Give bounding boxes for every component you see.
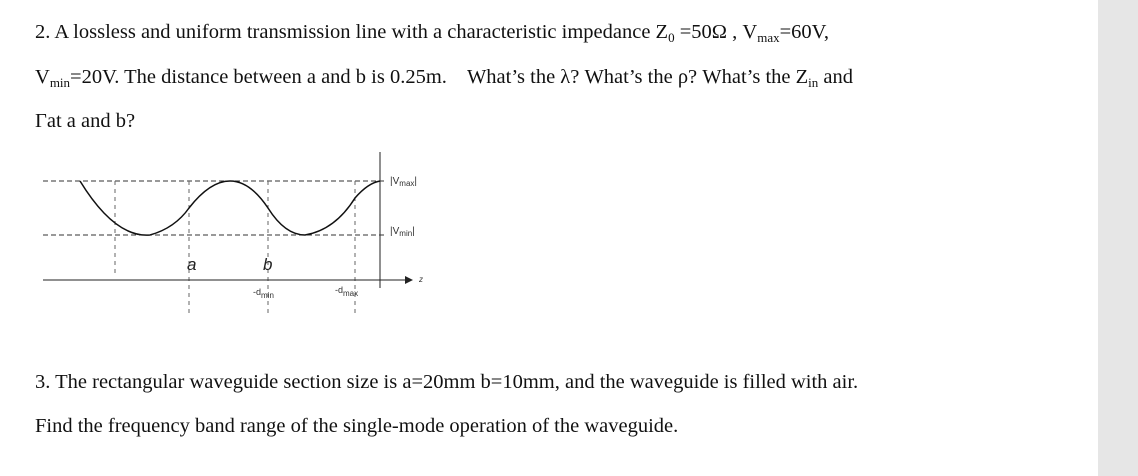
label-vmax: $|V_{max}|$ (390, 176, 418, 188)
problem-3-text-2: Find the frequency band range of the single-mode operation of the waveguide. (35, 415, 679, 437)
problem-2-text-1: A lossless and uniform transmission line with a characteristic impedance Z (54, 21, 669, 43)
vmin-value: =20V. The distance between a and b is 0.25m. (70, 66, 447, 88)
label-b: b (263, 255, 273, 274)
problem-3-line-1 (35, 370, 858, 394)
vmax-value: =60V, (779, 21, 829, 43)
problem-2-questions: What’s the λ? What’s the ρ? What’s the Z (466, 66, 809, 88)
vmin-subscript: min (49, 75, 71, 90)
label-a: a (187, 255, 197, 274)
label-vmin: $|V_{min}|$ (390, 226, 415, 238)
label-dmin: -dmin (253, 287, 274, 300)
problem-2-and: and (823, 66, 854, 88)
standing-wave-curve (80, 181, 380, 235)
label-dmax: -dmax (335, 285, 359, 298)
problem-2-line-2 (35, 65, 853, 89)
vmax-subscript: max (757, 30, 780, 45)
problem-2-line-1 (35, 20, 829, 44)
problem-2-text-3: Γat a and b? (35, 110, 136, 132)
z0-subscript: 0 (668, 30, 675, 45)
problem-2-number: 2. (35, 21, 51, 43)
standing-wave-figure (35, 148, 435, 318)
right-scroll-track[interactable] (1098, 0, 1138, 476)
label-z: z (419, 275, 423, 284)
zin-subscript: in (808, 75, 819, 90)
problem-2-line-3 (35, 109, 135, 133)
z-axis-arrow-icon (405, 276, 413, 284)
vmax-symbol: V (742, 21, 758, 43)
problem-3-text-1: The rectangular waveguide section size is a=20mm b=10mm, and the waveguide is filled with air. (55, 371, 859, 393)
problem-3-line-2 (35, 414, 678, 438)
z0-value: =50Ω , (679, 21, 738, 43)
vmin-symbol: V (35, 66, 50, 88)
problem-3-number: 3. (35, 371, 51, 393)
